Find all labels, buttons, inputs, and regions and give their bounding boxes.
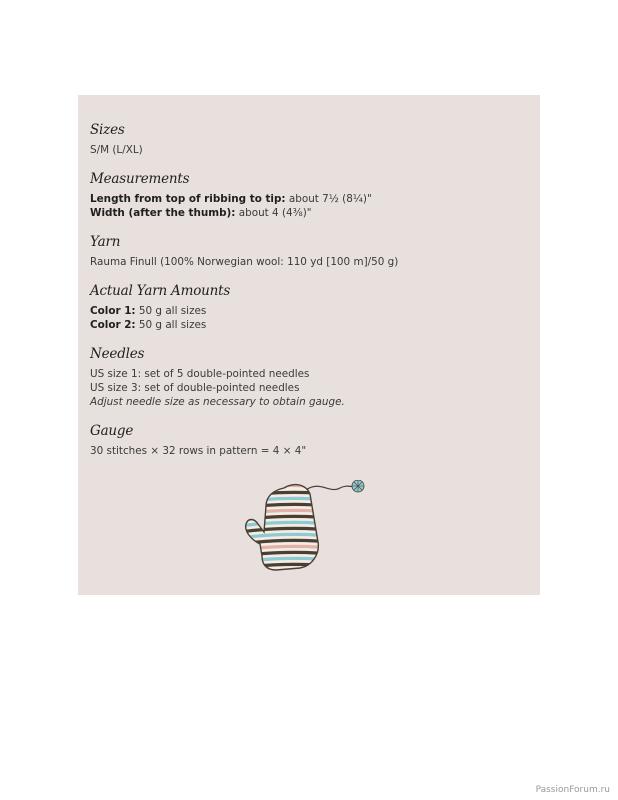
- pompom-icon: [352, 480, 364, 492]
- pattern-info-panel: [78, 95, 540, 595]
- color2-label: Color 2:: [90, 319, 136, 331]
- yarn-heading: Yarn: [90, 234, 121, 250]
- color1-label: Color 1:: [90, 305, 136, 317]
- needles-line-1: US size 1: set of 5 double-pointed needles: [90, 368, 310, 380]
- color2-line: [90, 318, 528, 332]
- yarn-amounts-section: [90, 282, 528, 332]
- length-value: about 7½ (8¼)": [285, 193, 372, 205]
- mitten-illustration: [240, 480, 376, 576]
- width-value: about 4 (4⅜)": [235, 207, 312, 219]
- width-label: Width (after the thumb):: [90, 207, 236, 219]
- length-line: [90, 192, 528, 206]
- width-line: [90, 206, 528, 220]
- gauge-heading: Gauge: [90, 423, 134, 439]
- yarn-amounts-heading: Actual Yarn Amounts: [90, 283, 231, 299]
- needles-note: Adjust needle size as necessary to obtain gauge.: [90, 396, 345, 408]
- sizes-section: [90, 121, 528, 157]
- gauge-value: 30 stitches × 32 rows in pattern = 4 × 4": [90, 445, 307, 457]
- color2-value: 50 g all sizes: [135, 319, 207, 331]
- sizes-heading: Sizes: [90, 122, 125, 138]
- yarn-section: [90, 233, 528, 269]
- needles-section: [90, 345, 528, 409]
- color1-value: 50 g all sizes: [135, 305, 207, 317]
- watermark: PassionForum.ru: [535, 785, 610, 795]
- color1-line: [90, 304, 528, 318]
- sizes-value: S/M (L/XL): [90, 144, 143, 156]
- length-label: Length from top of ribbing to tip:: [90, 193, 286, 205]
- measurements-section: [90, 170, 528, 220]
- needles-line-2: US size 3: set of double-pointed needles: [90, 382, 300, 394]
- measurements-heading: Measurements: [90, 171, 190, 187]
- needles-heading: Needles: [90, 346, 145, 362]
- yarn-value: Rauma Finull (100% Norwegian wool: 110 yd [100 m]/50 g): [90, 256, 399, 268]
- gauge-section: [90, 422, 528, 458]
- mitten-icon: [240, 480, 376, 576]
